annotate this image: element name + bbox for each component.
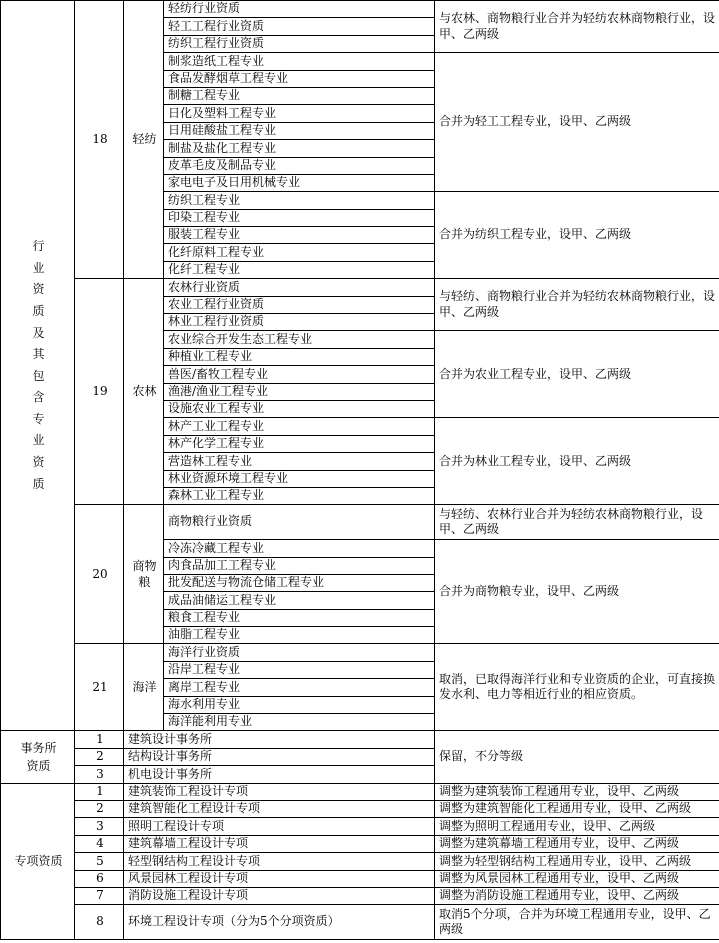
row-number-cell: 6	[75, 870, 124, 887]
item-cell: 轻工工程行业资质	[164, 18, 435, 35]
row-number-cell: 1	[75, 783, 124, 800]
item-cell: 轻纺行业资质	[164, 1, 435, 18]
item-cell: 林业工程行业资质	[164, 314, 435, 331]
row-number-cell: 2	[75, 800, 124, 817]
note-cell: 取消5个分项，合并为环境工程通用专业，设甲、乙两级	[435, 905, 719, 940]
table-row	[1, 279, 719, 296]
table-row	[1, 853, 719, 870]
note-cell: 合并为轻工工程专业，设甲、乙两级	[435, 53, 719, 192]
item-cell: 建筑幕墙工程设计专项	[124, 835, 435, 852]
table-row	[1, 905, 719, 940]
table-row	[1, 835, 719, 852]
industry-cell	[124, 1, 164, 279]
item-cell: 家电电子及日用机械专业	[164, 174, 435, 191]
industry-label: 商物粮	[132, 558, 157, 590]
table-row	[1, 783, 719, 800]
item-cell: 日化及塑料工程专业	[164, 105, 435, 122]
item-cell: 沿岸工程专业	[164, 661, 435, 678]
item-cell: 印染工程专业	[164, 209, 435, 226]
table-row	[1, 800, 719, 817]
note-cell: 取消，已取得海洋行业和专业资质的企业，可直接换发水利、电力等相近行业的相应资质。	[435, 644, 719, 731]
item-cell: 离岸工程专业	[164, 679, 435, 696]
row-number-cell: 18	[75, 1, 124, 279]
note-cell: 调整为轻型钢结构工程通用专业，设甲、乙两级	[435, 853, 719, 870]
table-row	[1, 731, 719, 748]
category-label: 专项资质	[14, 853, 63, 868]
item-cell: 林业资源环境工程专业	[164, 470, 435, 487]
item-cell: 机电设计事务所	[124, 766, 435, 783]
industry-cell	[124, 505, 164, 644]
row-number-cell: 20	[75, 505, 124, 644]
note-cell: 合并为农业工程专业，设甲、乙两级	[435, 331, 719, 418]
item-cell: 农林行业资质	[164, 279, 435, 296]
item-cell: 兽医/畜牧工程专业	[164, 366, 435, 383]
item-cell: 粮食工程专业	[164, 609, 435, 626]
item-cell: 消防设施工程设计专项	[124, 887, 435, 904]
industry-label: 轻纺	[132, 132, 157, 147]
item-cell: 化纤原料工程专业	[164, 244, 435, 261]
table-row	[1, 505, 719, 540]
note-cell: 调整为建筑智能化工程通用专业，设甲、乙两级	[435, 800, 719, 817]
category-label: 行业资质及其包含专业资质	[32, 239, 45, 491]
item-cell: 建筑设计事务所	[124, 731, 435, 748]
row-number-cell: 5	[75, 853, 124, 870]
item-cell: 林产化学工程专业	[164, 435, 435, 452]
note-cell: 调整为风景园林工程通用专业，设甲、乙两级	[435, 870, 719, 887]
item-cell: 海洋能利用专业	[164, 714, 435, 731]
item-cell: 林产工业工程专业	[164, 418, 435, 435]
item-cell: 照明工程设计专项	[124, 818, 435, 835]
item-cell: 结构设计事务所	[124, 748, 435, 765]
item-cell: 环境工程设计专项（分为5个分项资质）	[124, 905, 435, 940]
category-label: 事务所资质	[20, 741, 57, 773]
note-cell: 调整为消防设施工程通用专业，设甲、乙两级	[435, 887, 719, 904]
item-cell: 营造林工程专业	[164, 453, 435, 470]
row-number-cell: 1	[75, 731, 124, 748]
note-cell: 调整为建筑装饰工程通用专业，设甲、乙两级	[435, 783, 719, 800]
item-cell: 批发配送与物流仓储工程专业	[164, 574, 435, 591]
industry-cell	[124, 279, 164, 505]
category-cell-office	[1, 731, 75, 783]
item-cell: 成品油储运工程专业	[164, 592, 435, 609]
row-number-cell: 3	[75, 818, 124, 835]
item-cell: 日用硅酸盐工程专业	[164, 122, 435, 139]
note-cell: 与轻纺、商物粮行业合并为轻纺农林商物粮行业，设甲、乙两级	[435, 279, 719, 331]
item-cell: 服装工程专业	[164, 227, 435, 244]
item-cell: 制盐及盐化工程专业	[164, 140, 435, 157]
item-cell: 渔港/渔业工程专业	[164, 383, 435, 400]
table-row	[1, 1, 719, 18]
note-cell: 调整为照明工程通用专业，设甲、乙两级	[435, 818, 719, 835]
industry-cell	[124, 644, 164, 731]
row-number-cell: 4	[75, 835, 124, 852]
item-cell: 设施农业工程专业	[164, 400, 435, 417]
item-cell: 冷冻冷藏工程专业	[164, 540, 435, 557]
industry-label: 海洋	[132, 680, 157, 695]
item-cell: 海洋行业资质	[164, 644, 435, 661]
table-row	[1, 644, 719, 661]
item-cell: 化纤工程专业	[164, 261, 435, 278]
table-row	[1, 818, 719, 835]
item-cell: 森林工业工程专业	[164, 487, 435, 504]
category-cell-special	[1, 783, 75, 940]
row-number-cell: 21	[75, 644, 124, 731]
table-row	[1, 870, 719, 887]
item-cell: 制浆造纸工程专业	[164, 53, 435, 70]
item-cell: 轻型钢结构工程设计专项	[124, 853, 435, 870]
industry-label: 农林	[132, 384, 157, 399]
note-cell: 合并为商物粮专业，设甲、乙两级	[435, 540, 719, 644]
item-cell: 食品发酵烟草工程专业	[164, 70, 435, 87]
item-cell: 商物粮行业资质	[164, 505, 435, 540]
note-cell: 与轻纺、农林行业合并为轻纺农林商物粮行业，设甲、乙两级	[435, 505, 719, 540]
row-number-cell: 8	[75, 905, 124, 940]
note-cell: 保留，不分等级	[435, 731, 719, 783]
row-number-cell: 3	[75, 766, 124, 783]
note-cell: 合并为纺织工程专业，设甲、乙两级	[435, 192, 719, 279]
note-cell: 调整为建筑幕墙工程通用专业，设甲、乙两级	[435, 835, 719, 852]
item-cell: 建筑装饰工程设计专项	[124, 783, 435, 800]
item-cell: 皮革毛皮及制品专业	[164, 157, 435, 174]
item-cell: 风景园林工程设计专项	[124, 870, 435, 887]
item-cell: 纺织工程专业	[164, 192, 435, 209]
item-cell: 制糖工程专业	[164, 87, 435, 104]
item-cell: 海水利用专业	[164, 696, 435, 713]
row-number-cell: 19	[75, 279, 124, 505]
row-number-cell: 2	[75, 748, 124, 765]
item-cell: 纺织工程行业资质	[164, 35, 435, 52]
row-number-cell: 7	[75, 887, 124, 904]
item-cell: 肉食品加工工程专业	[164, 557, 435, 574]
item-cell: 农业工程行业资质	[164, 296, 435, 313]
item-cell: 建筑智能化工程设计专项	[124, 800, 435, 817]
note-cell: 与农林、商物粮行业合并为轻纺农林商物粮行业，设甲、乙两级	[435, 1, 719, 53]
item-cell: 油脂工程专业	[164, 627, 435, 644]
table-row	[1, 887, 719, 904]
item-cell: 农业综合开发生态工程专业	[164, 331, 435, 348]
category-cell-industry	[1, 1, 75, 731]
note-cell: 合并为林业工程专业，设甲、乙两级	[435, 418, 719, 505]
item-cell: 种植业工程专业	[164, 348, 435, 365]
